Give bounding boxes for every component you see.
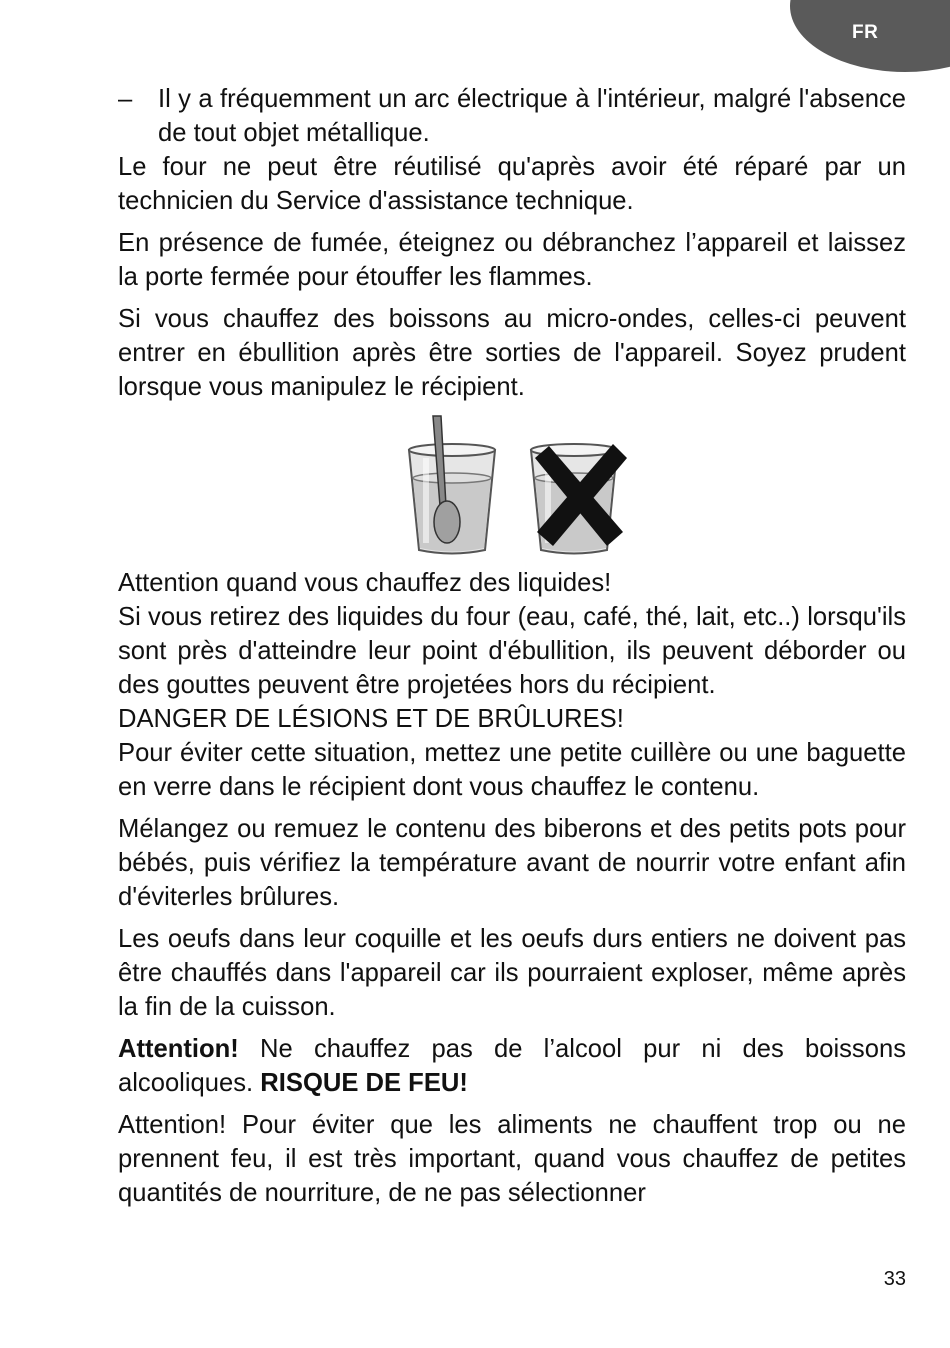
- fire-risk-label: RISQUE DE FEU!: [260, 1069, 468, 1097]
- heading-attention-liquids: Attention quand vous chauffez des liquides!: [118, 569, 612, 597]
- alcohol-warning-text: Ne chauffez pas de l’alcool pur ni des boissons alcooliques.: [118, 1035, 906, 1097]
- paragraph-baby: Mélangez ou remuez le contenu des biberons et des petits pots pour bébés, puis vérifiez la température avant de nourrir votre enfant afin d'éviterles brûlures.: [118, 815, 906, 911]
- bullet-text: Il y a fréquemment un arc électrique à l'intérieur, malgré l'absence de tout objet métallique.: [158, 85, 906, 147]
- glass-crossed-out-icon: [531, 444, 627, 554]
- language-label: FR: [852, 22, 879, 43]
- manual-page-content: [118, 82, 906, 1210]
- paragraph-repair: Le four ne peut être réutilisé qu'après avoir été réparé par un technicien du Service d'assistance technique.: [118, 153, 906, 215]
- paragraph-spoon: Pour éviter cette situation, mettez une petite cuillère ou une baguette en verre dans le récipient dont vous chauffez le contenu.: [118, 739, 906, 801]
- paragraph-remove-liquids: Si vous retirez des liquides du four (eau, café, thé, lait, etc..) lorsqu'ils sont près d'atteindre leur point d'ébullition, ils peuvent déborder ou des gouttes peuvent être projetées hors du récipient.: [118, 603, 906, 699]
- paragraph-alcohol: [118, 1032, 906, 1100]
- alcohol-warning-lead: Attention!: [118, 1035, 239, 1063]
- paragraph-small-quantities: Attention! Pour éviter que les aliments ne chauffent trop ou ne prennent feu, il est très important, quand vous chauffez de petites quantités de nourriture, de ne pas sélectionner: [118, 1111, 906, 1207]
- warning-danger: DANGER DE LÉSIONS ET DE BRÛLURES!: [118, 705, 624, 733]
- paragraph-drinks: Si vous chauffez des boissons au micro-ondes, celles-ci peuvent entrer en ébullition après être sorties de l'appareil. Soyez prudent lorsque vous manipulez le récipient.: [118, 305, 906, 401]
- bullet-item: [118, 82, 906, 150]
- paragraph-eggs: Les oeufs dans leur coquille et les oeufs durs entiers ne doivent pas être chauffés dans l'appareil car ils pourraient exploser, même après la fin de la cuisson.: [118, 925, 906, 1021]
- paragraph-smoke: En présence de fumée, éteignez ou débranchez l’appareil et laissez la porte fermée pour étouffer les flammes.: [118, 229, 906, 291]
- glass-with-spoon-icon: [409, 416, 495, 554]
- page-number: 33: [883, 1268, 906, 1290]
- illustration-glasses: [118, 414, 906, 564]
- bullet-dash: –: [118, 85, 133, 113]
